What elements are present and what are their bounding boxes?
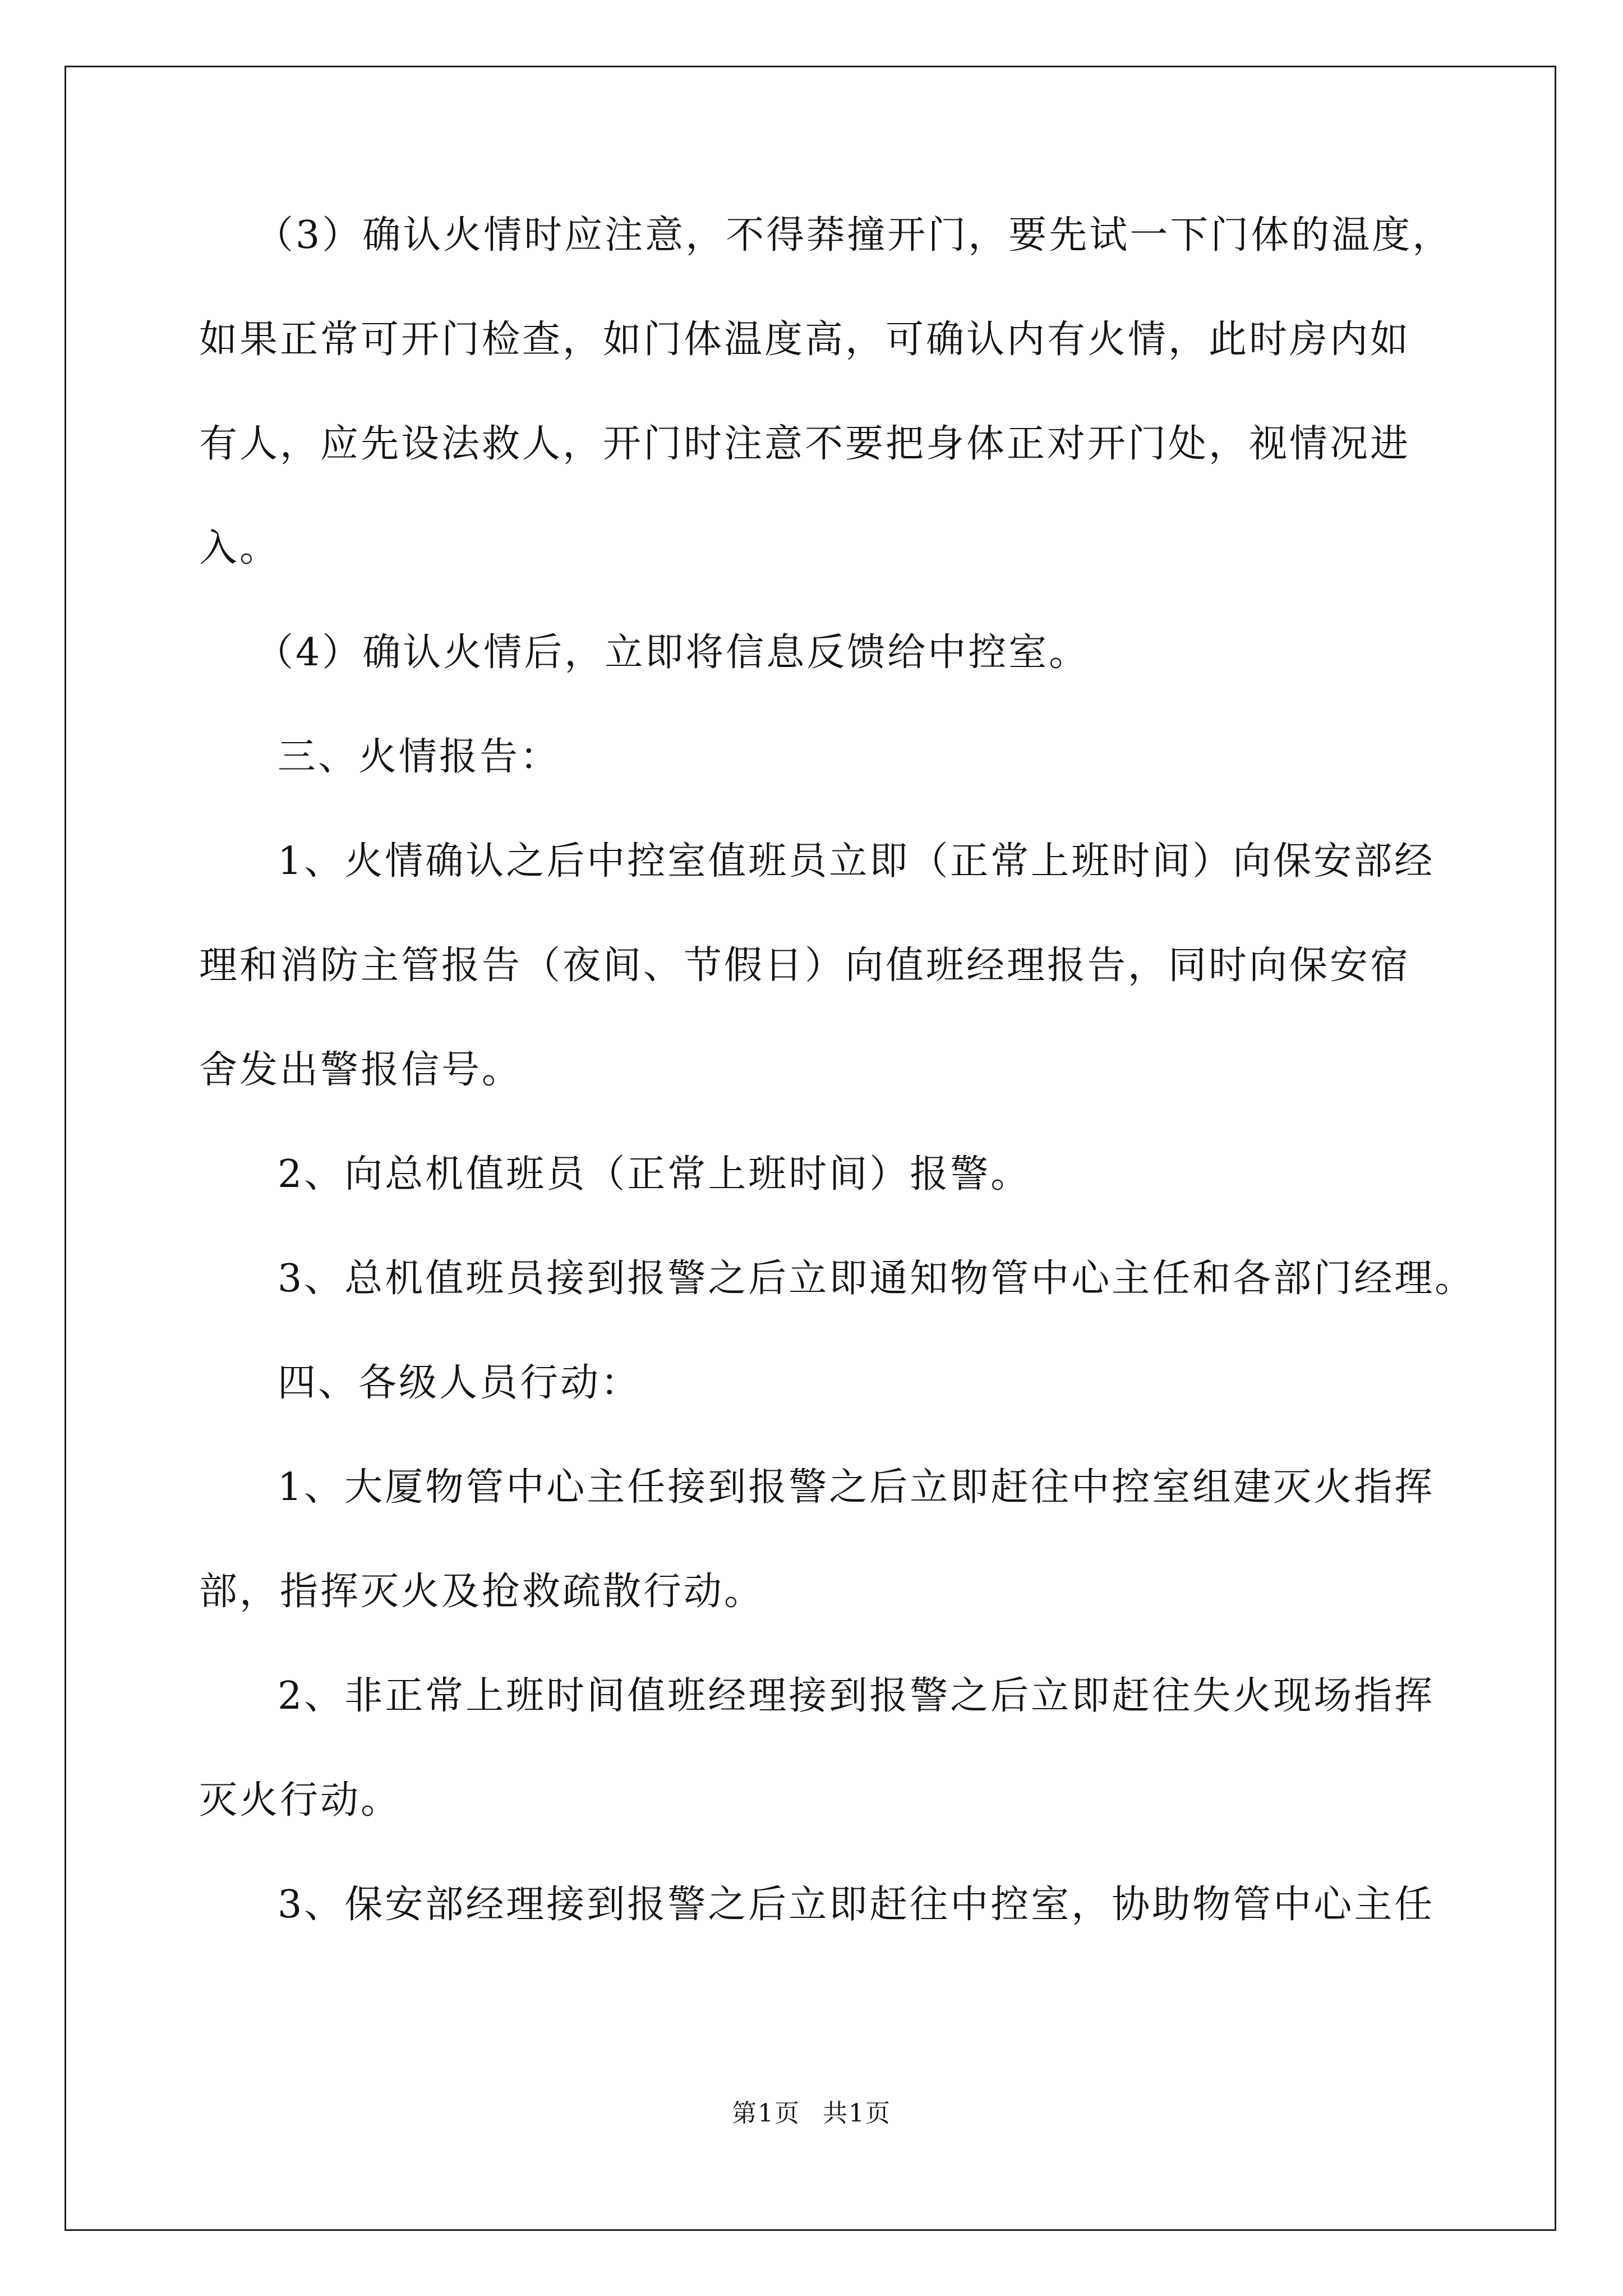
text-line-10: 2、向总机值班员（正常上班时间）报警。 bbox=[278, 1152, 1031, 1197]
text-line-5: （4）确认火情后，立即将信息反馈给中控室。 bbox=[255, 631, 1090, 675]
text-line-8: 理和消防主管报告（夜间、节假日）向值班经理报告，同时向保安宿 bbox=[199, 944, 1411, 988]
text-line-2: 如果正常可开门检查，如门体温度高，可确认内有火情，此时房内如 bbox=[199, 318, 1411, 362]
text-line-16: 灭火行动。 bbox=[199, 1778, 402, 1823]
section-heading-4: 四、各级人员行动： bbox=[278, 1361, 642, 1405]
text-line-15: 2、非正常上班时间值班经理接到报警之后立即赶往失火现场指挥 bbox=[278, 1674, 1435, 1718]
text-line-4: 入。 bbox=[199, 526, 280, 570]
text-line-14: 部，指挥灭火及抢救疏散行动。 bbox=[199, 1570, 765, 1614]
text-line-13: 1、大厦物管中心主任接到报警之后立即赶往中控室组建灭火指挥 bbox=[278, 1465, 1435, 1510]
text-line-11: 3、总机值班员接到报警之后立即通知物管中心主任和各部门经理。 bbox=[278, 1257, 1476, 1301]
page-number-total: 共1页 bbox=[823, 2099, 891, 2128]
text-line-1: （3）确认火情时应注意，不得莽撞开门，要先试一下门体的温度， bbox=[255, 213, 1453, 257]
page-number-current: 第1页 bbox=[732, 2099, 800, 2128]
text-line-17: 3、保安部经理接到报警之后立即赶往中控室，协助物管中心主任 bbox=[278, 1883, 1435, 1927]
text-line-9: 舍发出警报信号。 bbox=[199, 1048, 523, 1092]
page-footer bbox=[0, 2098, 1623, 2129]
text-line-3: 有人，应先设法救人，开门时注意不要把身体正对开门处，视情况进 bbox=[199, 422, 1411, 466]
section-heading-3: 三、火情报告： bbox=[278, 735, 561, 779]
text-line-7: 1、火情确认之后中控室值班员立即（正常上班时间）向保安部经 bbox=[278, 839, 1435, 884]
